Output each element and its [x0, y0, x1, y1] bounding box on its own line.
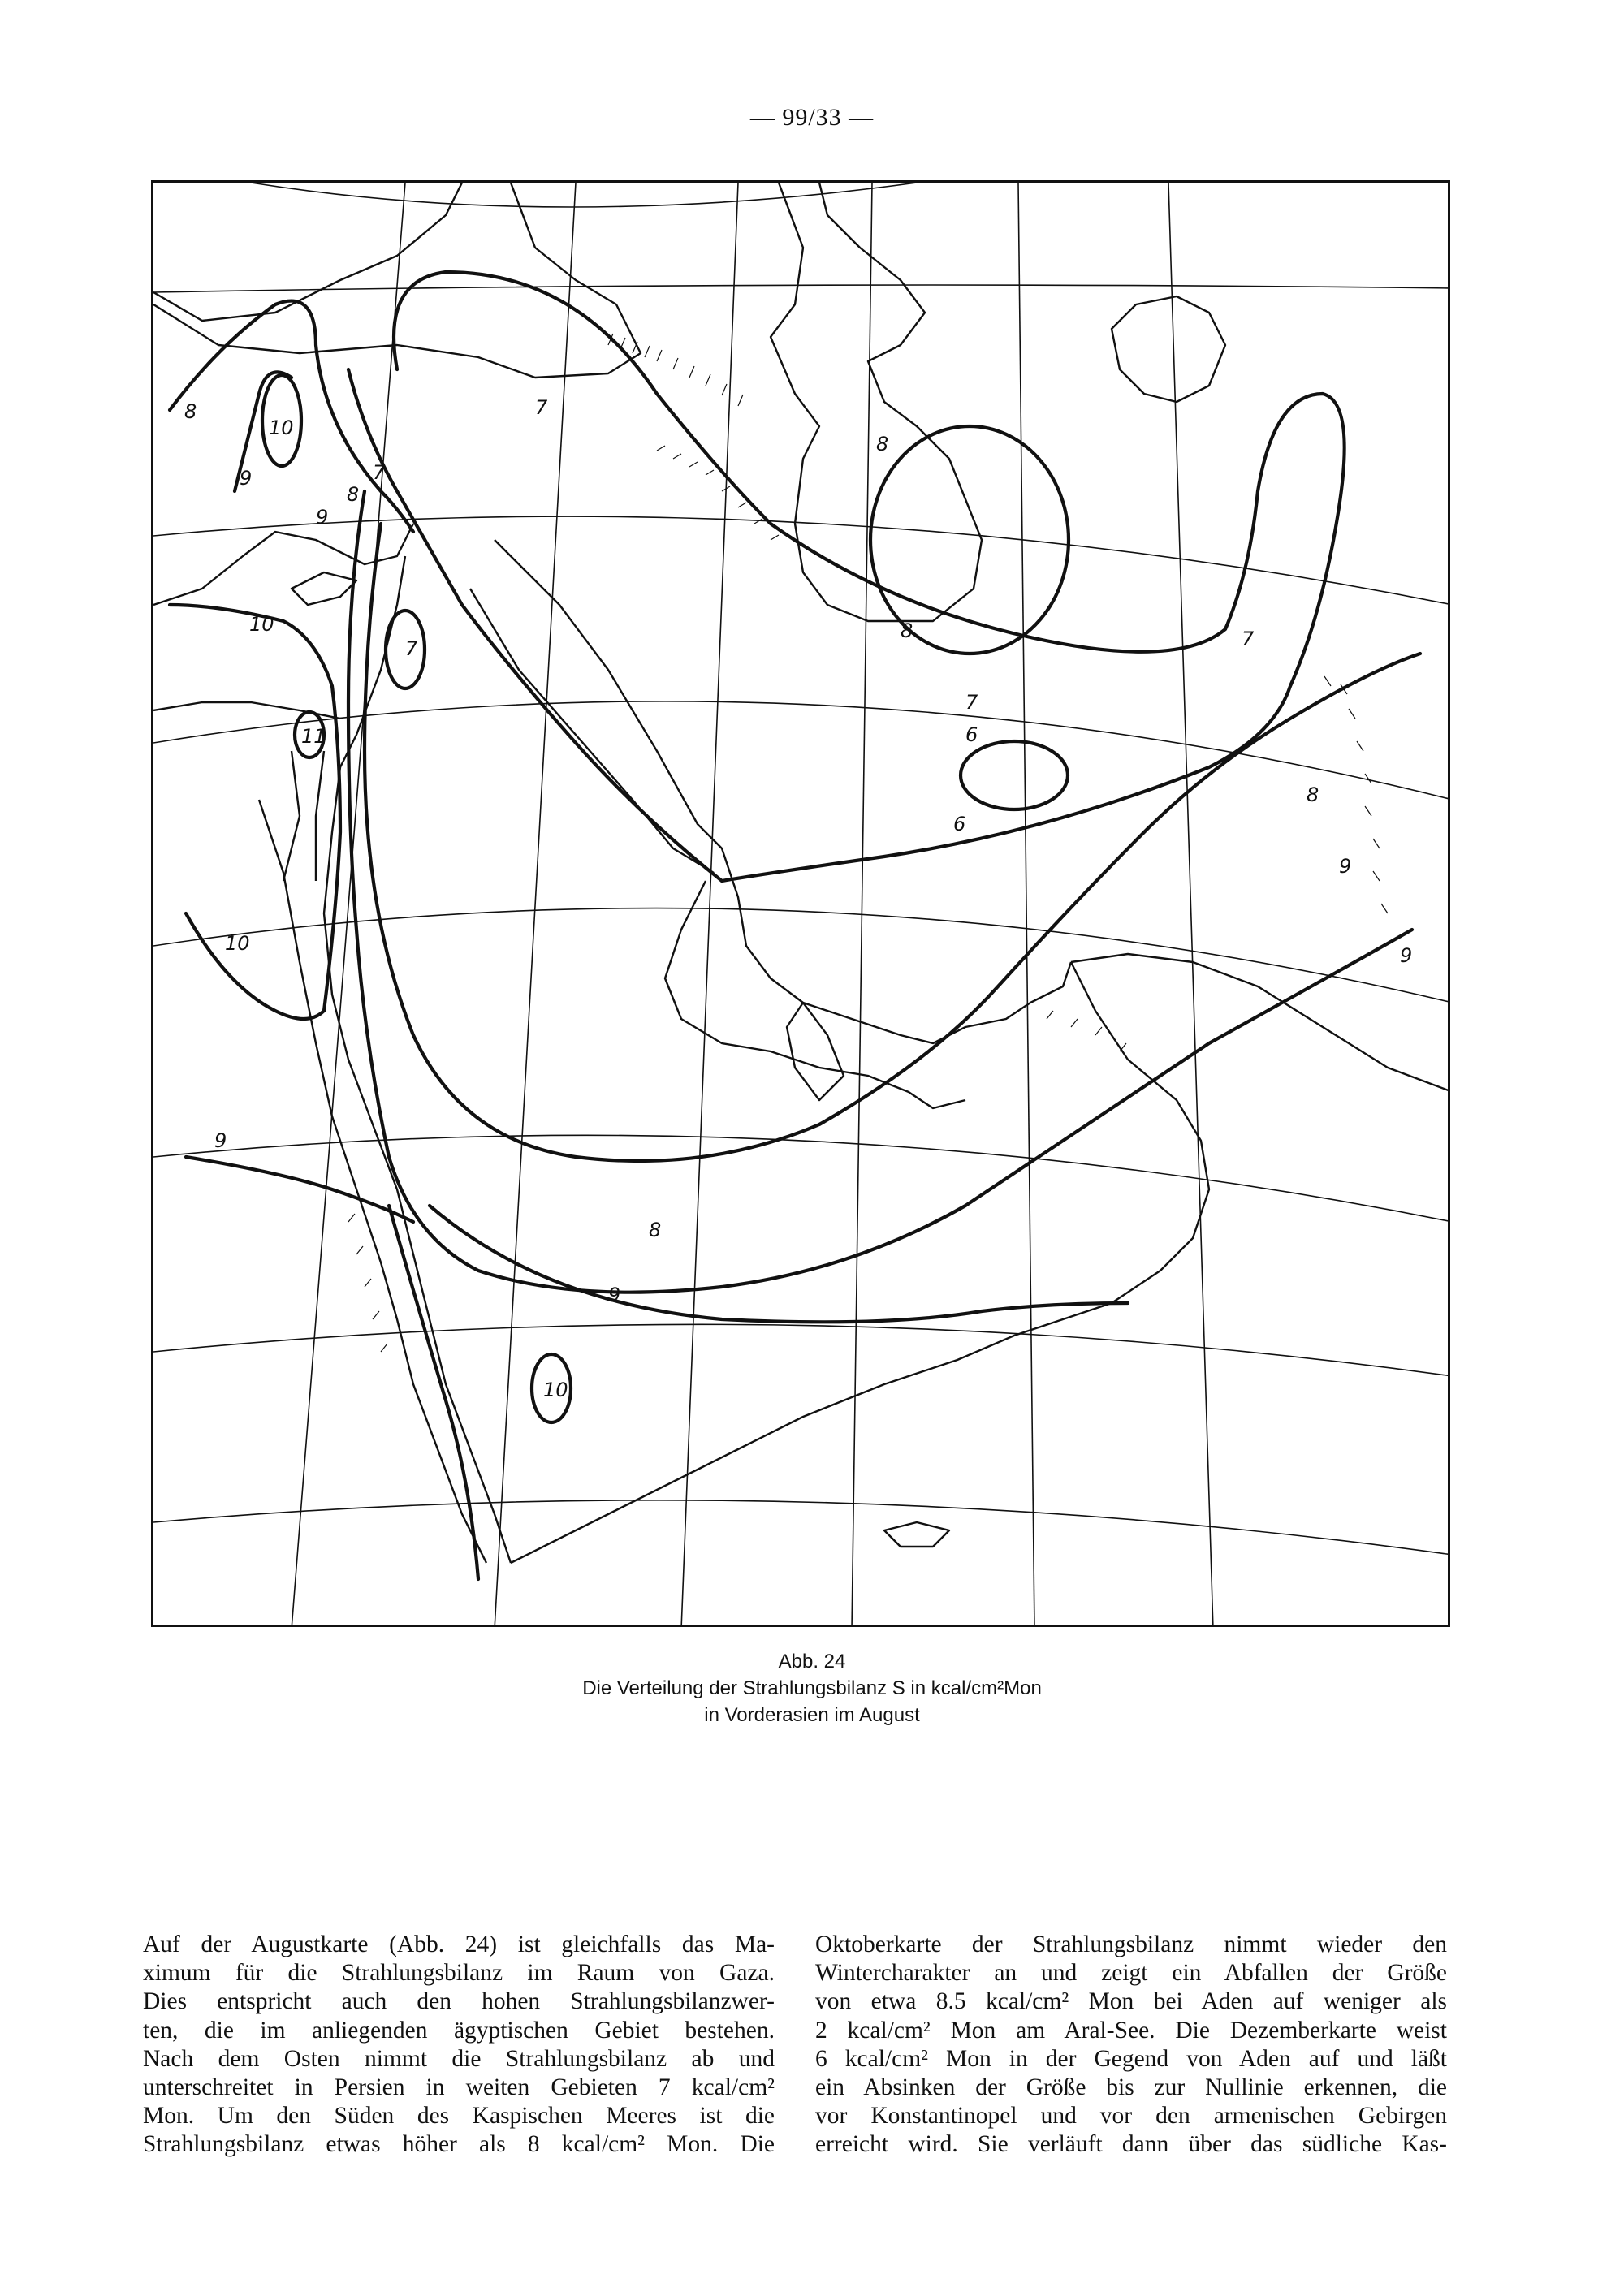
isoline-label: 8 [876, 433, 889, 455]
isoline-label: 10 [543, 1379, 568, 1401]
text-line: von etwa 8.5 kcal/cm² Mon bei Aden auf weniger als [815, 1988, 1447, 2015]
caption-line: in Vorderasien im August [704, 1704, 920, 1726]
isoline-label: 8 [649, 1219, 662, 1241]
isoline-label: 10 [249, 613, 274, 636]
figure-caption [0, 1648, 1624, 1728]
text-line: Dies entspricht auch den hohen Strahlungsbilanzwer- [143, 1988, 775, 2015]
isoline-label: 9 [1339, 855, 1352, 878]
isoline-map [151, 180, 1450, 1627]
text-line: erreicht wird. Sie verläuft dann über das südliche Kas- [815, 2131, 1447, 2158]
text-line: Mon. Um den Süden des Kaspischen Meeres ist die [143, 2103, 775, 2130]
isoline-label: 9 [608, 1284, 621, 1306]
isoline-label: 6 [965, 723, 978, 746]
isoline-label: 7 [965, 691, 978, 714]
text-column-left [143, 1931, 775, 2160]
isoline-label: 9 [316, 506, 329, 529]
isoline-label: 10 [225, 932, 250, 955]
text-line: vor Konstantinopel und vor den armenischen Gebirgen [815, 2103, 1447, 2130]
text-line: 2 kcal/cm² Mon am Aral-See. Die Dezemberkarte weist [815, 2017, 1447, 2044]
text-line: Strahlungsbilanz etwas höher als 8 kcal/cm² Mon. Die [143, 2131, 775, 2158]
text-line: ein Absinken der Größe bis zur Nullinie erkennen, die [815, 2074, 1447, 2101]
isoline-label: 9 [240, 467, 253, 490]
caption-line: Die Verteilung der Strahlungsbilanz S in kcal/cm²Mon [582, 1677, 1042, 1699]
text-line: Wintercharakter an und zeigt ein Abfallen der Größe [815, 1960, 1447, 1987]
isoline-label: 7 [373, 461, 386, 484]
isoline-label: 7 [535, 396, 548, 419]
text-line: 6 kcal/cm² Mon in der Gegend von Aden auf und läßt [815, 2045, 1447, 2072]
text-line: ten, die im anliegenden ägyptischen Gebiet bestehen. [143, 2017, 775, 2044]
text-line: ximum für die Strahlungsbilanz im Raum von Gaza. [143, 1960, 775, 1987]
map-drawing [153, 183, 1450, 1627]
text-line: unterschreitet in Persien in weiten Gebieten 7 kcal/cm² [143, 2074, 775, 2101]
isoline-label: 7 [1242, 628, 1255, 650]
text-line: Auf der Augustkarte (Abb. 24) ist gleichfalls das Ma- [143, 1931, 775, 1957]
figure-number: Abb. 24 [778, 1651, 846, 1672]
isoline-label: 8 [901, 619, 914, 642]
text-line: Oktoberkarte der Strahlungsbilanz nimmt wieder den [815, 1931, 1447, 1957]
text-column-right [815, 1931, 1447, 2160]
isoline-label: 9 [214, 1129, 227, 1152]
isoline-label: 11 [301, 725, 326, 748]
isoline-label: 9 [1400, 944, 1413, 967]
isolines [170, 272, 1420, 1579]
isoline-label: 6 [953, 813, 966, 835]
isoline-label: 7 [405, 637, 418, 660]
page-number: — 99/33 — [749, 104, 875, 131]
isoline-label: 8 [1307, 783, 1320, 806]
isoline-label: 10 [269, 416, 294, 439]
coastlines [153, 183, 1450, 1563]
isoline-label: 8 [347, 483, 360, 506]
graticule [153, 183, 1450, 1627]
text-line: Nach dem Osten nimmt die Strahlungsbilanz ab und [143, 2045, 775, 2072]
isoline-label: 8 [184, 400, 197, 423]
